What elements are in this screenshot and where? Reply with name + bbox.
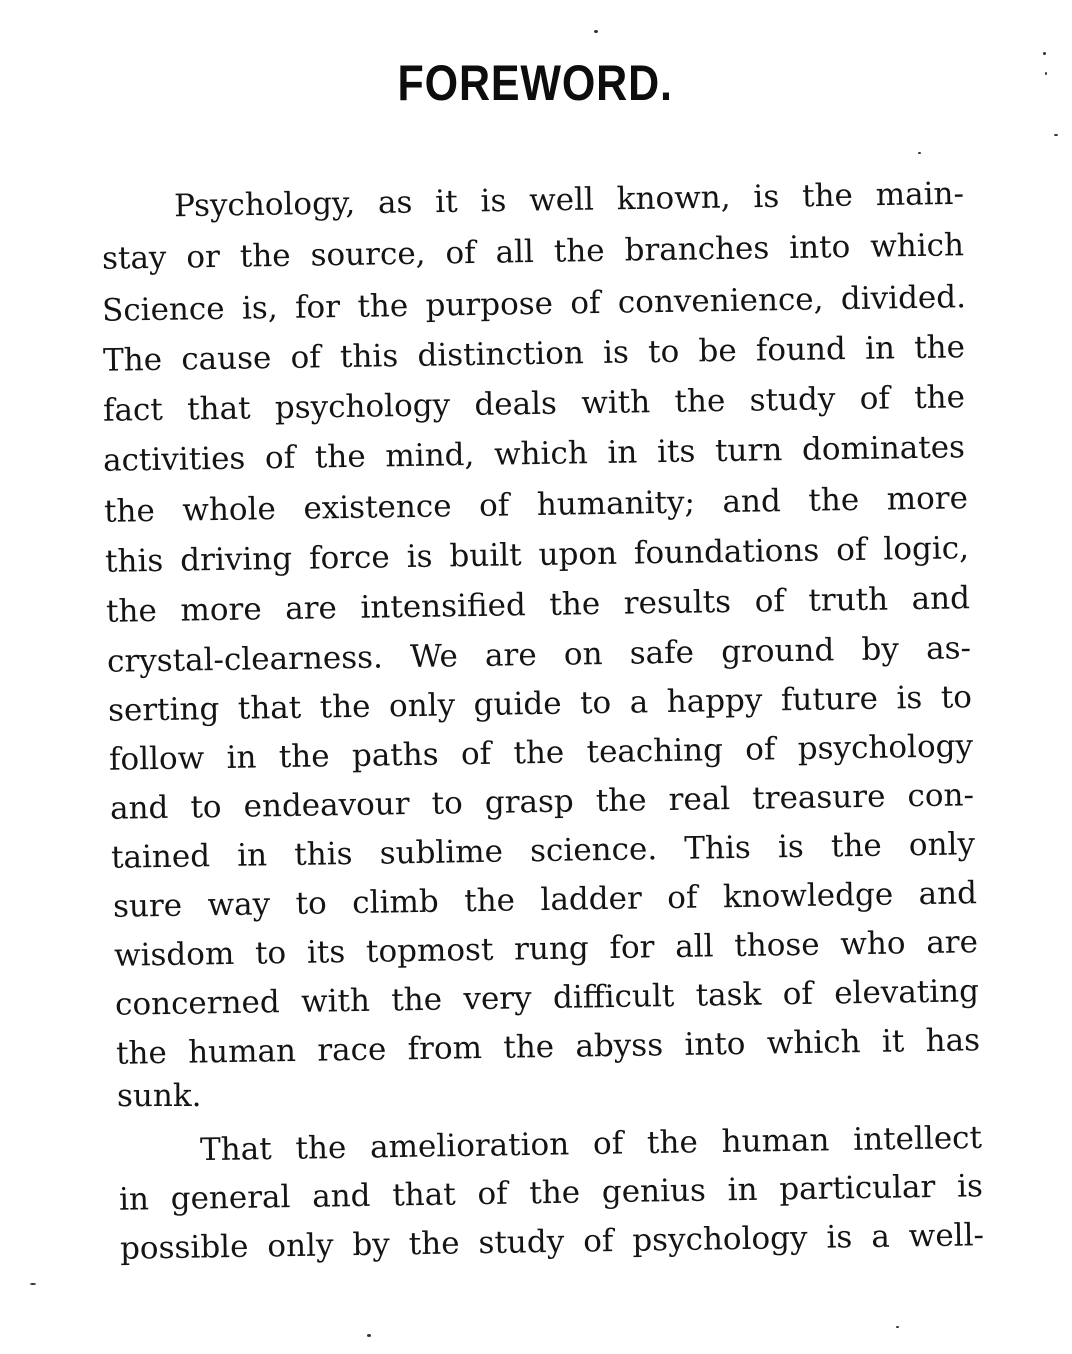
text-line: and to endeavour to grasp the real treasure con- — [109, 777, 975, 827]
text-line: this driving force is built upon foundations of logic, — [104, 530, 970, 580]
text-line: serting that the only guide to a happy future is to — [107, 679, 973, 729]
page-title: FOREWORD. — [397, 55, 673, 111]
text-line: sure way to climb the ladder of knowledge and — [112, 875, 978, 925]
text-line: stay or the source, of all the branches into which — [101, 227, 965, 277]
text-line: possible only by the study of psychology is a well- — [119, 1217, 985, 1267]
text-line: Science is, for the purpose of convenience, divided. — [101, 279, 967, 329]
text-line: The cause of this distinction is to be found in the — [102, 329, 966, 379]
text-line: the human race from the abyss into which it has — [115, 1022, 981, 1072]
scan-speck — [918, 152, 921, 154]
scan-speck — [30, 1283, 36, 1285]
text-line: the whole existence of humanity; and the more — [103, 480, 969, 530]
scan-speck — [594, 30, 598, 33]
text-line: the more are intensified the results of truth and — [105, 580, 971, 630]
text-line: That the amelioration of the human intellect — [199, 1119, 983, 1169]
scan-speck — [896, 1326, 899, 1328]
text-line: activities of the mind, which in its turn dominates — [102, 429, 966, 479]
text-line: crystal-clearness. We are on safe ground by as- — [106, 630, 972, 680]
scan-speck — [367, 1334, 371, 1337]
scan-speck — [1043, 52, 1046, 55]
scan-speck — [1054, 134, 1058, 136]
scan-speck — [1045, 72, 1047, 75]
text-line: follow in the paths of the teaching of psychology — [108, 728, 974, 778]
text-line: Psychology, as it is well known, is the main- — [173, 175, 965, 225]
text-line: concerned with the very difficult task of elevating — [114, 973, 980, 1023]
text-line: tained in this sublime science. This is the only — [110, 826, 976, 876]
text-line: fact that psychology deals with the study of the — [102, 379, 966, 429]
text-line: sunk. — [117, 1078, 202, 1114]
text-line: wisdom to its topmost rung for all those who are — [113, 924, 979, 974]
text-line: in general and that of the genius in particular is — [118, 1168, 984, 1218]
